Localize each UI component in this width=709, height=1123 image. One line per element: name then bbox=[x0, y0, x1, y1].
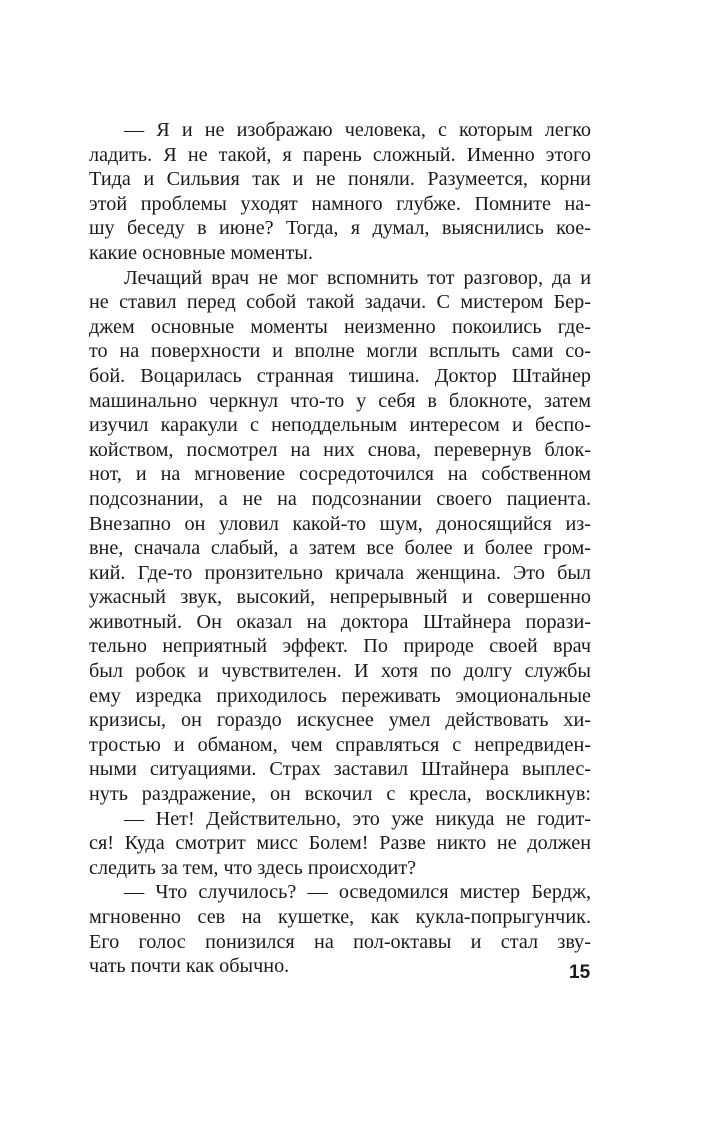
text-line: бой. Воцарилась странная тишина. Доктор Штайнер bbox=[89, 364, 591, 387]
text-line: Лечащий врач не мог вспомнить тот разговор, да и bbox=[124, 266, 591, 289]
text-line: машинально черкнул что-то у себя в блокноте, затем bbox=[89, 389, 591, 412]
body-text bbox=[89, 118, 591, 979]
text-line: чать почти как обычно. bbox=[89, 955, 290, 978]
text-line: кий. Где-то пронзительно кричала женщина. Это был bbox=[89, 561, 591, 584]
text-line: ся! Куда смотрит мисс Болем! Разве никто не должен bbox=[89, 832, 591, 855]
text-line: джем основные моменты неизменно покоились где- bbox=[89, 315, 591, 338]
text-line: изучил каракули с неподдельным интересом и беспо- bbox=[89, 414, 591, 437]
text-line: кризисы, он гораздо искуснее умел действовать хи- bbox=[89, 709, 591, 732]
text-line: Внезапно он уловил какой-то шум, доносящийся из- bbox=[89, 512, 591, 535]
text-line: — Нет! Действительно, это уже никуда не годит- bbox=[124, 807, 591, 830]
text-line: Тида и Сильвия так и не поняли. Разумеется, корни bbox=[89, 168, 591, 191]
text-line: животный. Он оказал на доктора Штайнера порази- bbox=[89, 610, 591, 633]
text-line: ужасный звук, высокий, непрерывный и совершенно bbox=[89, 586, 591, 609]
text-line: тельно неприятный эффект. По природе своей врач bbox=[89, 635, 591, 658]
text-line: не ставил перед собой такой задачи. С мистером Бер- bbox=[89, 291, 591, 314]
page-number: 15 bbox=[569, 962, 591, 983]
text-line: ными ситуациями. Страх заставил Штайнера выплес- bbox=[89, 758, 591, 781]
text-line: подсознании, а не на подсознании своего пациента. bbox=[89, 487, 591, 510]
text-line: — Я и не изображаю человека, с которым легко bbox=[124, 119, 591, 141]
text-line: следить за тем, что здесь происходит? bbox=[89, 856, 417, 879]
text-line: нот, и на мгновение сосредоточился на собственном bbox=[89, 463, 591, 486]
text-line: этой проблемы уходят намного глубже. Помните на- bbox=[89, 192, 591, 215]
text-line: нуть раздражение, он вскочил с кресла, воскликнув: bbox=[89, 783, 591, 806]
text-line: шу беседу в июне? Тогда, я думал, выяснились кое- bbox=[89, 217, 591, 240]
text-line: ему изредка приходилось переживать эмоциональные bbox=[89, 684, 591, 707]
text-line: ладить. Я не такой, я парень сложный. Именно этого bbox=[89, 143, 591, 166]
text-line: то на поверхности и вполне могли всплыть сами со- bbox=[89, 340, 591, 363]
text-line: мгновенно сев на кушетке, как кукла-попрыгунчик. bbox=[89, 906, 591, 928]
text-line: тростью и обманом, чем справляться с непредвиден- bbox=[89, 733, 591, 756]
text-line: вне, сначала слабый, а затем все более и более гром- bbox=[89, 537, 591, 560]
text-line: — Что случилось? — осведомился мистер Бердж, bbox=[124, 881, 591, 904]
text-line: какие основные моменты. bbox=[89, 241, 313, 264]
text-line: был робок и чувствителен. И хотя по долгу службы bbox=[89, 660, 591, 683]
text-line: койством, посмотрел на них снова, перевернув блок- bbox=[89, 438, 591, 461]
text-line: Его голос понизился на пол-октавы и стал зву- bbox=[89, 930, 591, 953]
